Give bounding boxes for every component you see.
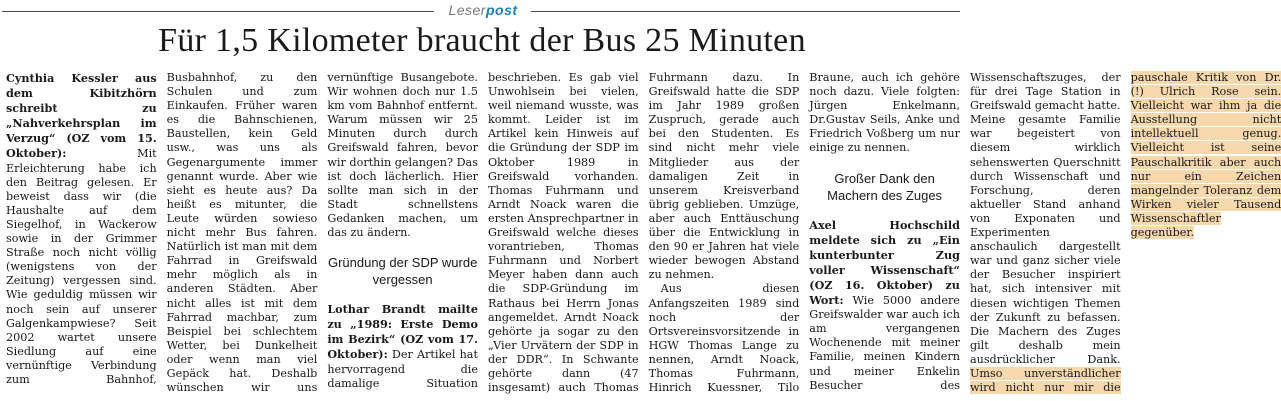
- letter3-intro: Axel Hochschild meldete sich zu „Ein kunterbunter Zug voller Wissenschaft“ (OZ 16. Oktober) zu Wort:: [809, 217, 960, 308]
- letter2-intro: Lothar Brandt mailte zu „1989: Erste Demo im Bezirk“ (OZ vom 17. Oktober):: [327, 302, 478, 362]
- letter3-highlighted-text: Umso unverständlicher wird nicht nur mir die pauschale Kritik von Dr. (!) Ulrich Rose sein. Vielleicht war ihm ja die Ausstellung nicht intellektuell genug. Vielleicht ist seine Pauschalkritik aber auch nur ein Zeichen mangelnder Toleranz dem Wirken vieler Tausend Wissenschaftler gegenüber.: [969, 71, 1281, 395]
- rubric-label: [440, 2, 526, 18]
- letter2-continued-text: Aus diesen Anfangszeiten 1989 sind noch der Ortsvereinsvorsitzende in HGW Thomas Lange zu nennen, Arndt Noack, Thomas Fuhrmann, Hinrich Kuessner, Tilo Braune, auch ich gehöre noch dazu. Viele folgten: Jürgen Enkelmann, Dr.Gustav Seils, Anke und Friedrich Voßberg um nur einige zu nennen.: [648, 71, 960, 395]
- letter1-intro: Cynthia Kessler aus dem Kibitzhörn schreibt zu „Nahverkehrsplan im Verzug“ (OZ vom 15. Oktober):: [6, 71, 157, 161]
- rubric-rule-right: [531, 11, 960, 12]
- rubric-word-leser: Leser: [448, 2, 486, 18]
- rubric-word-post: post: [485, 2, 518, 18]
- rubric-rule-left: [2, 11, 434, 12]
- letter3-text: Wie 5000 andere Greifswalder war auch ich am vergangenen Wochenende mit meiner Familie, meinen Kindern und meiner Enkelin Besucher des Wissenschaftszuges, der für drei Tage Station in Greifswald gemacht hatte. Meine gesamte Familie war begeistert von diesem wirklich sehenswerten Querschnitt durch Wissenschaft und Forschung, deren aktueller Stand anhand von Exponaten und Experimenten anschaulich dargestellt war und ganz sicher viele der Besucher inspiriert hat, sich intensiver mit diesen wichtigen Themen der Zukunft zu befassen. Die Machern des Zuges gilt deshalb mein ausdrücklicher Dank.: [809, 71, 1121, 392]
- headline: Für 1,5 Kilometer braucht der Bus 25 Minuten: [158, 22, 806, 59]
- article-columns: [6, 71, 1281, 401]
- section-rubric: [0, 2, 964, 20]
- letters-flow: [6, 71, 1281, 401]
- subhead-sdp: Gründung der SDP wurde vergessen: [327, 255, 478, 288]
- letter1-text: Mit Erleichterung habe ich den Beitrag gelesen. Er beweist dass wir (die Haushalte auf dem Siegelhof, in Wackerow sowie in der Grimmer Straße noch nicht völlig (wenigstens von der Zeitung) vergessen sind. Wie geduldig müssen wir noch sein auf unserer Galgenkampwiese? Seit 2002 wartet unsere Siedlung auf eine vernünftige Verbindung zum Bahnhof, Busbahnhof, zu den Schulen und zum Einkaufen. Früher waren es die Bahnschienen, Baustellen, kein Geld usw., was uns als Gegenargumente immer genannt wurde. Aber wie sieht es heute aus? Da heißt es mitunter, die Leute würden sowieso nicht mehr Bus fahren. Natürlich ist man mit dem Fahrrad in Greifswald mehr möglich als in anderen Städten. Aber nicht alles ist mit dem Fahrrad machbar, zum Beispiel bei schlechtem Wetter, bei Dunkelheit oder wenn man viel Gepäck hat. Deshalb wünschen wir uns vernünftige Busangebote. Wir wohnen doch nur 1.5 km vom Bahnhof entfernt. Warum müssen wir 25 Minuten durch durch Greifswald fahren, bevor wir dorthin gelangen? Das ist doch lächerlich. Hier sollte man sich in der Stadt schnellstens Gedanken machen, um das zu ändern.: [6, 71, 478, 395]
- letter2-text: Der Artikel hat hervorragend die damalige Situation beschrieben. Es gab viel Unwohlsein bei vielen, weil niemand wusste, was kommt. Leider ist im Artikel kein Hinweis auf die Gründung der SDP im Oktober 1989 in Greifswald vorhanden. Thomas Fuhrmann und Arndt Noack waren die ersten Ansprechpartner in Greifswald welche dieses vorantrieben, Thomas Fuhrmann und Norbert Meyer haben dann auch die SDP-Gründung im Rathaus bei Herrn Jonas angemeldet. Arndt Noack gehörte ja sogar zu den „Vier Urvätern der SDP in der DDR“. In Schwante gehörte dann (47 insgesamt) auch Thomas Fuhrmann dazu. In Greifswald hatte die SDP im Jahr 1989 großen Zuspruch, gerade auch bei den Studenten. Es sind nicht mehr viele Mitglieder aus der damaligen Zeit in unserem Kreisverband übrig geblieben. Umzüge, aber auch Enttäuschung über die Entwicklung in den 90 er Jahren hat viele wieder bewogen Abstand zu nehmen.: [327, 71, 800, 395]
- subhead-zug: Großer Dank den Machern des Zuges: [827, 170, 943, 203]
